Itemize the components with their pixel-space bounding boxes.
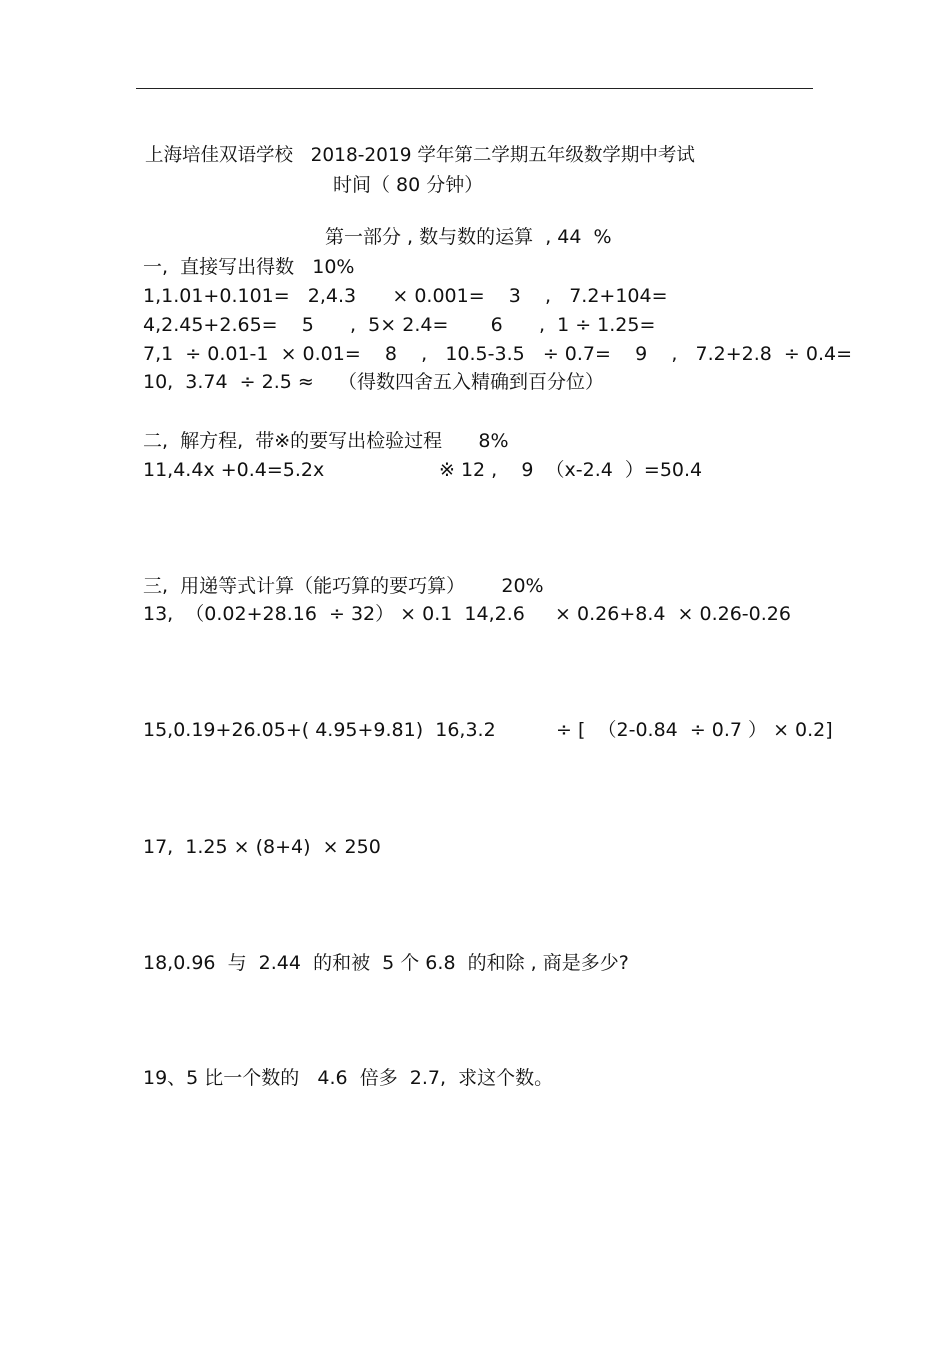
top-rule: [136, 88, 813, 89]
question-line: 13, （0.02+28.16 ÷ 32） × 0.1 14,2.6 × 0.26+8.4 × 0.26-0.26: [143, 603, 791, 625]
question-line: 15,0.19+26.05+( 4.95+9.81) 16,3.2 ÷ [ （2-0.84 ÷ 0.7 ） × 0.2]: [143, 719, 833, 741]
section-one-heading: 一, 直接写出得数 10%: [143, 256, 355, 278]
section-three-heading: 三, 用递等式计算（能巧算的要巧算） 20%: [143, 575, 544, 597]
question-line: 1,1.01+0.101= 2,4.3 × 0.001= 3 , 7.2+104=: [143, 285, 668, 307]
question-line: 7,1 ÷ 0.01-1 × 0.01= 8 , 10.5-3.5 ÷ 0.7= 9 , 7.2+2.8 ÷ 0.4=: [143, 343, 853, 365]
question-line: 18,0.96 与 2.44 的和被 5 个 6.8 的和除 , 商是多少?: [143, 952, 629, 974]
section-two-heading: 二, 解方程, 带※的要写出检验过程 8%: [143, 430, 509, 452]
exam-time: 时间（ 80 分钟）: [333, 174, 484, 196]
question-line: 17, 1.25 × (8+4) × 250: [143, 836, 381, 858]
exam-title: 上海培佳双语学校 2018-2019 学年第二学期五年级数学期中考试: [145, 145, 695, 166]
part-one-heading: 第一部分 , 数与数的运算 , 44 %: [325, 226, 612, 248]
question-line: 11,4.4x +0.4=5.2x ※ 12 , 9 （x-2.4 ）=50.4: [143, 459, 703, 481]
question-line: 4,2.45+2.65= 5 , 5× 2.4= 6 , 1 ÷ 1.25=: [143, 314, 656, 336]
question-line: 19、5 比一个数的 4.6 倍多 2.7, 求这个数。: [143, 1067, 554, 1089]
question-line: 10, 3.74 ÷ 2.5 ≈ （得数四舍五入精确到百分位）: [143, 371, 604, 393]
